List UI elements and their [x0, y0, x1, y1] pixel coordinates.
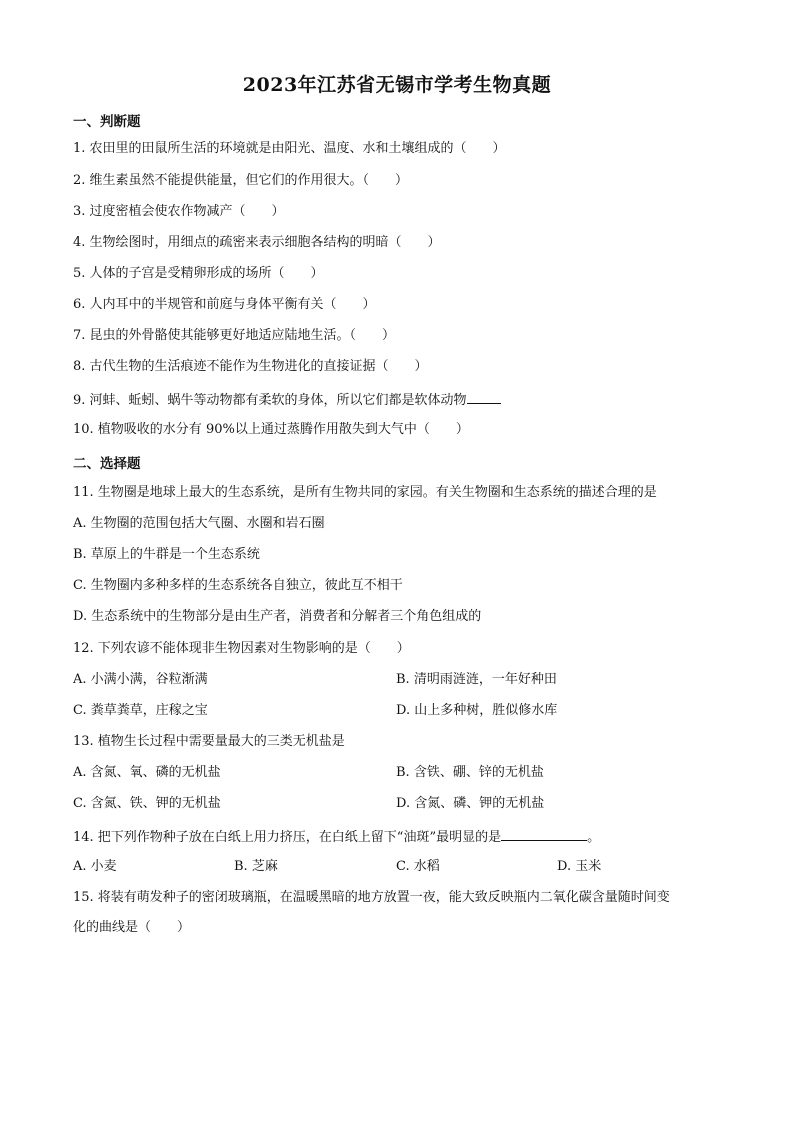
question-12-option-b: B. 清明雨涟涟，一年好种田	[396, 672, 557, 687]
page-title: 2023年江苏省无锡市学考生物真题	[242, 74, 552, 96]
question-12-option-a: A. 小满小满，谷粒渐满	[73, 672, 208, 687]
question-14-option-d: D. 玉米	[557, 859, 602, 874]
question-11-stem: 11. 生物圈是地球上最大的生态系统，是所有生物共同的家园。有关生物圈和生态系统的描述合理的是	[73, 485, 657, 500]
question-2: 2. 维生素虽然不能提供能量，但它们的作用很大。（ ）	[73, 173, 409, 188]
question-10: 10. 植物吸收的水分有 90%以上通过蒸腾作用散失到大气中（ ）	[73, 422, 469, 437]
question-9	[73, 390, 501, 410]
question-5: 5. 人体的子宫是受精卵形成的场所（ ）	[73, 266, 324, 281]
answer-blank	[501, 827, 587, 841]
question-15-stem-line2: 化的曲线是（ ）	[73, 920, 191, 935]
question-9-text: 9. 河蚌、蚯蚓、蜗牛等动物都有柔软的身体，所以它们都是软体动物	[73, 393, 467, 408]
question-14-text: 14. 把下列作物种子放在白纸上用力挤压，在白纸上留下“油斑”最明显的是	[73, 830, 502, 845]
question-14-option-c: C. 水稻	[396, 859, 440, 874]
question-13-option-c: C. 含氮、铁、钾的无机盐	[73, 796, 221, 811]
question-11-option-a: A. 生物圈的范围包括大气圈、水圈和岩石圈	[73, 516, 325, 531]
question-12-stem: 12. 下列农谚不能体现非生物因素对生物影响的是（ ）	[73, 641, 410, 656]
question-4: 4. 生物绘图时，用细点的疏密来表示细胞各结构的明暗（ ）	[73, 235, 441, 250]
question-14-end: 。	[587, 830, 601, 845]
question-11-option-d: D. 生态系统中的生物部分是由生产者，消费者和分解者三个角色组成的	[73, 609, 482, 624]
answer-blank	[467, 390, 501, 404]
section-heading-choice: 二、选择题	[73, 456, 141, 472]
question-1: 1. 农田里的田鼠所生活的环境就是由阳光、温度、水和土壤组成的（ ）	[73, 141, 506, 156]
question-7: 7. 昆虫的外骨骼使其能够更好地适应陆地生活。（ ）	[73, 328, 396, 343]
question-8: 8. 古代生物的生活痕迹不能作为生物进化的直接证据（ ）	[73, 359, 428, 374]
question-11-option-b: B. 草原上的牛群是一个生态系统	[73, 547, 260, 562]
question-14-stem	[73, 827, 600, 847]
question-15-stem-line1: 15. 将装有萌发种子的密闭玻璃瓶，在温暖黑暗的地方放置一夜，能大致反映瓶内二氧化碳含量随时间变	[73, 890, 670, 905]
question-3: 3. 过度密植会使农作物减产（ ）	[73, 204, 285, 219]
question-13-option-a: A. 含氮、氧、磷的无机盐	[73, 765, 221, 780]
question-6: 6. 人内耳中的半规管和前庭与身体平衡有关（ ）	[73, 297, 376, 312]
question-11-option-c: C. 生物圈内多种多样的生态系统各自独立，彼此互不相干	[73, 578, 403, 593]
question-13-stem: 13. 植物生长过程中需要量最大的三类无机盐是	[73, 734, 345, 749]
question-13-option-b: B. 含铁、硼、锌的无机盐	[396, 765, 544, 780]
question-12-option-c: C. 粪草粪草，庄稼之宝	[73, 703, 208, 718]
section-heading-judgment: 一、判断题	[73, 114, 141, 130]
question-13-option-d: D. 含氮、磷、钾的无机盐	[396, 796, 545, 811]
question-12-option-d: D. 山上多种树，胜似修水库	[396, 703, 558, 718]
question-14-option-b: B. 芝麻	[234, 859, 278, 874]
question-14-option-a: A. 小麦	[73, 859, 117, 874]
